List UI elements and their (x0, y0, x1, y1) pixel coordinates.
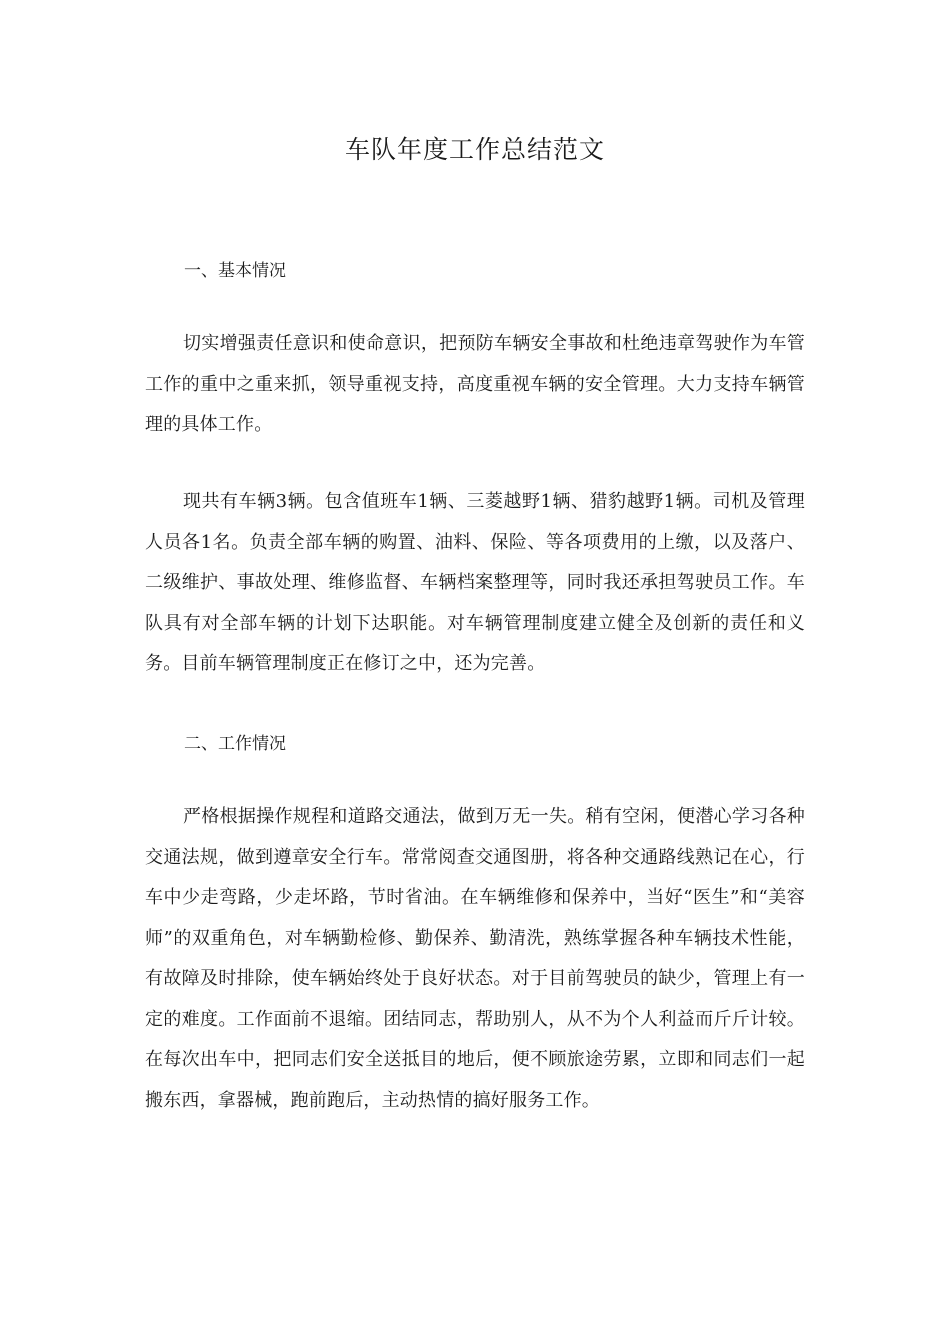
section-heading-work: 二、工作情况 (184, 734, 286, 754)
paragraph: 现共有车辆3辆。包含值班车1辆、三菱越野1辆、猎豹越野1辆。司机及管理人员各1名。负责全部车辆的购置、油料、保险、等各项费用的上缴，以及落户、二级维护、事故处理、维修监督、车辆档案整理等，同时我还承担驾驶员工作。车队具有对全部车辆的计划下达职能。对车辆管理制度建立健全及创新的责任和义务。目前车辆管理制度正在修订之中，还为完善。 (145, 491, 805, 674)
paragraph: 严格根据操作规程和道路交通法，做到万无一失。稍有空闲，便潜心学习各种交通法规，做到遵章安全行车。常常阅查交通图册，将各种交通路线熟记在心，行车中少走弯路，少走坏路，节时省油。在车辆维修和保养中，当好“医生”和“美容师”的双重角色，对车辆勤检修、勤保养、勤清洗，熟练掌握各种车辆技术性能，有故障及时排除，使车辆始终处于良好状态。对于目前驾驶员的缺少，管理上有一定的难度。工作面前不退缩。团结同志，帮助别人，从不为个人利益而斤斤计较。在每次出车中，把同志们安全送抵目的地后，便不顾旅途劳累，立即和同志们一起搬东西，拿器械，跑前跑后，主动热情的搞好服务工作。 (145, 806, 805, 1111)
section-heading-basic: 一、基本情况 (184, 261, 286, 281)
document-title: 车队年度工作总结范文 (344, 135, 605, 164)
paragraph: 切实增强责任意识和使命意识，把预防车辆安全事故和杜绝违章驾驶作为车管工作的重中之重来抓，领导重视支持，高度重视车辆的安全管理。大力支持车辆管理的具体工作。 (145, 333, 805, 435)
